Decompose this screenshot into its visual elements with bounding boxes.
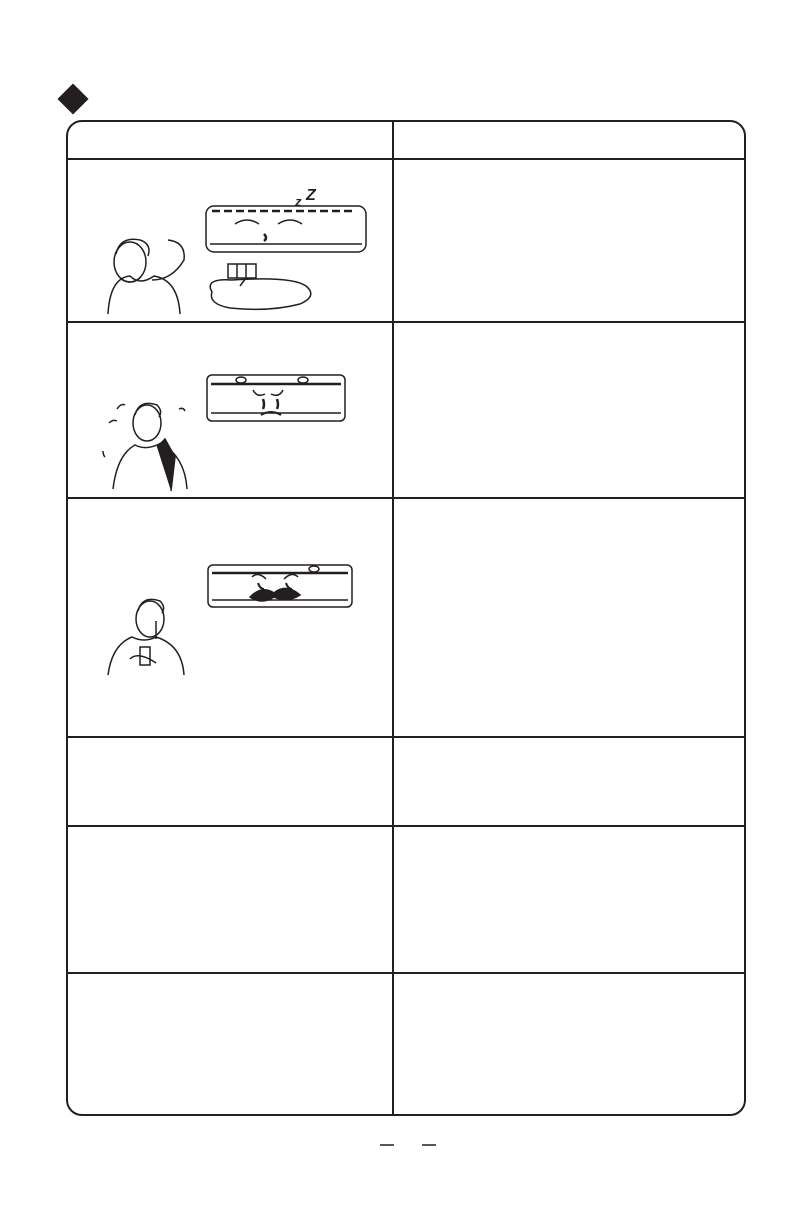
solution-cell <box>394 499 744 736</box>
covered-mouth-ac-unit-illustration <box>100 555 360 685</box>
svg-text:z: z <box>295 194 302 209</box>
page-number-marks <box>380 1140 440 1150</box>
diamond-bullet-icon <box>57 83 88 114</box>
solution-cell <box>394 974 744 1114</box>
header-problem-cell <box>68 122 392 158</box>
problem-cell <box>68 738 392 825</box>
problem-cell <box>68 974 392 1114</box>
svg-text:Z: Z <box>306 187 316 204</box>
problem-cell <box>68 827 392 972</box>
solution-cell <box>394 160 744 321</box>
header-solution-cell <box>394 122 744 158</box>
sleeping-ac-unit-illustration <box>100 180 380 320</box>
crying-ac-unit-illustration <box>95 365 355 495</box>
solution-cell <box>394 827 744 972</box>
solution-cell <box>394 323 744 497</box>
solution-cell <box>394 738 744 825</box>
